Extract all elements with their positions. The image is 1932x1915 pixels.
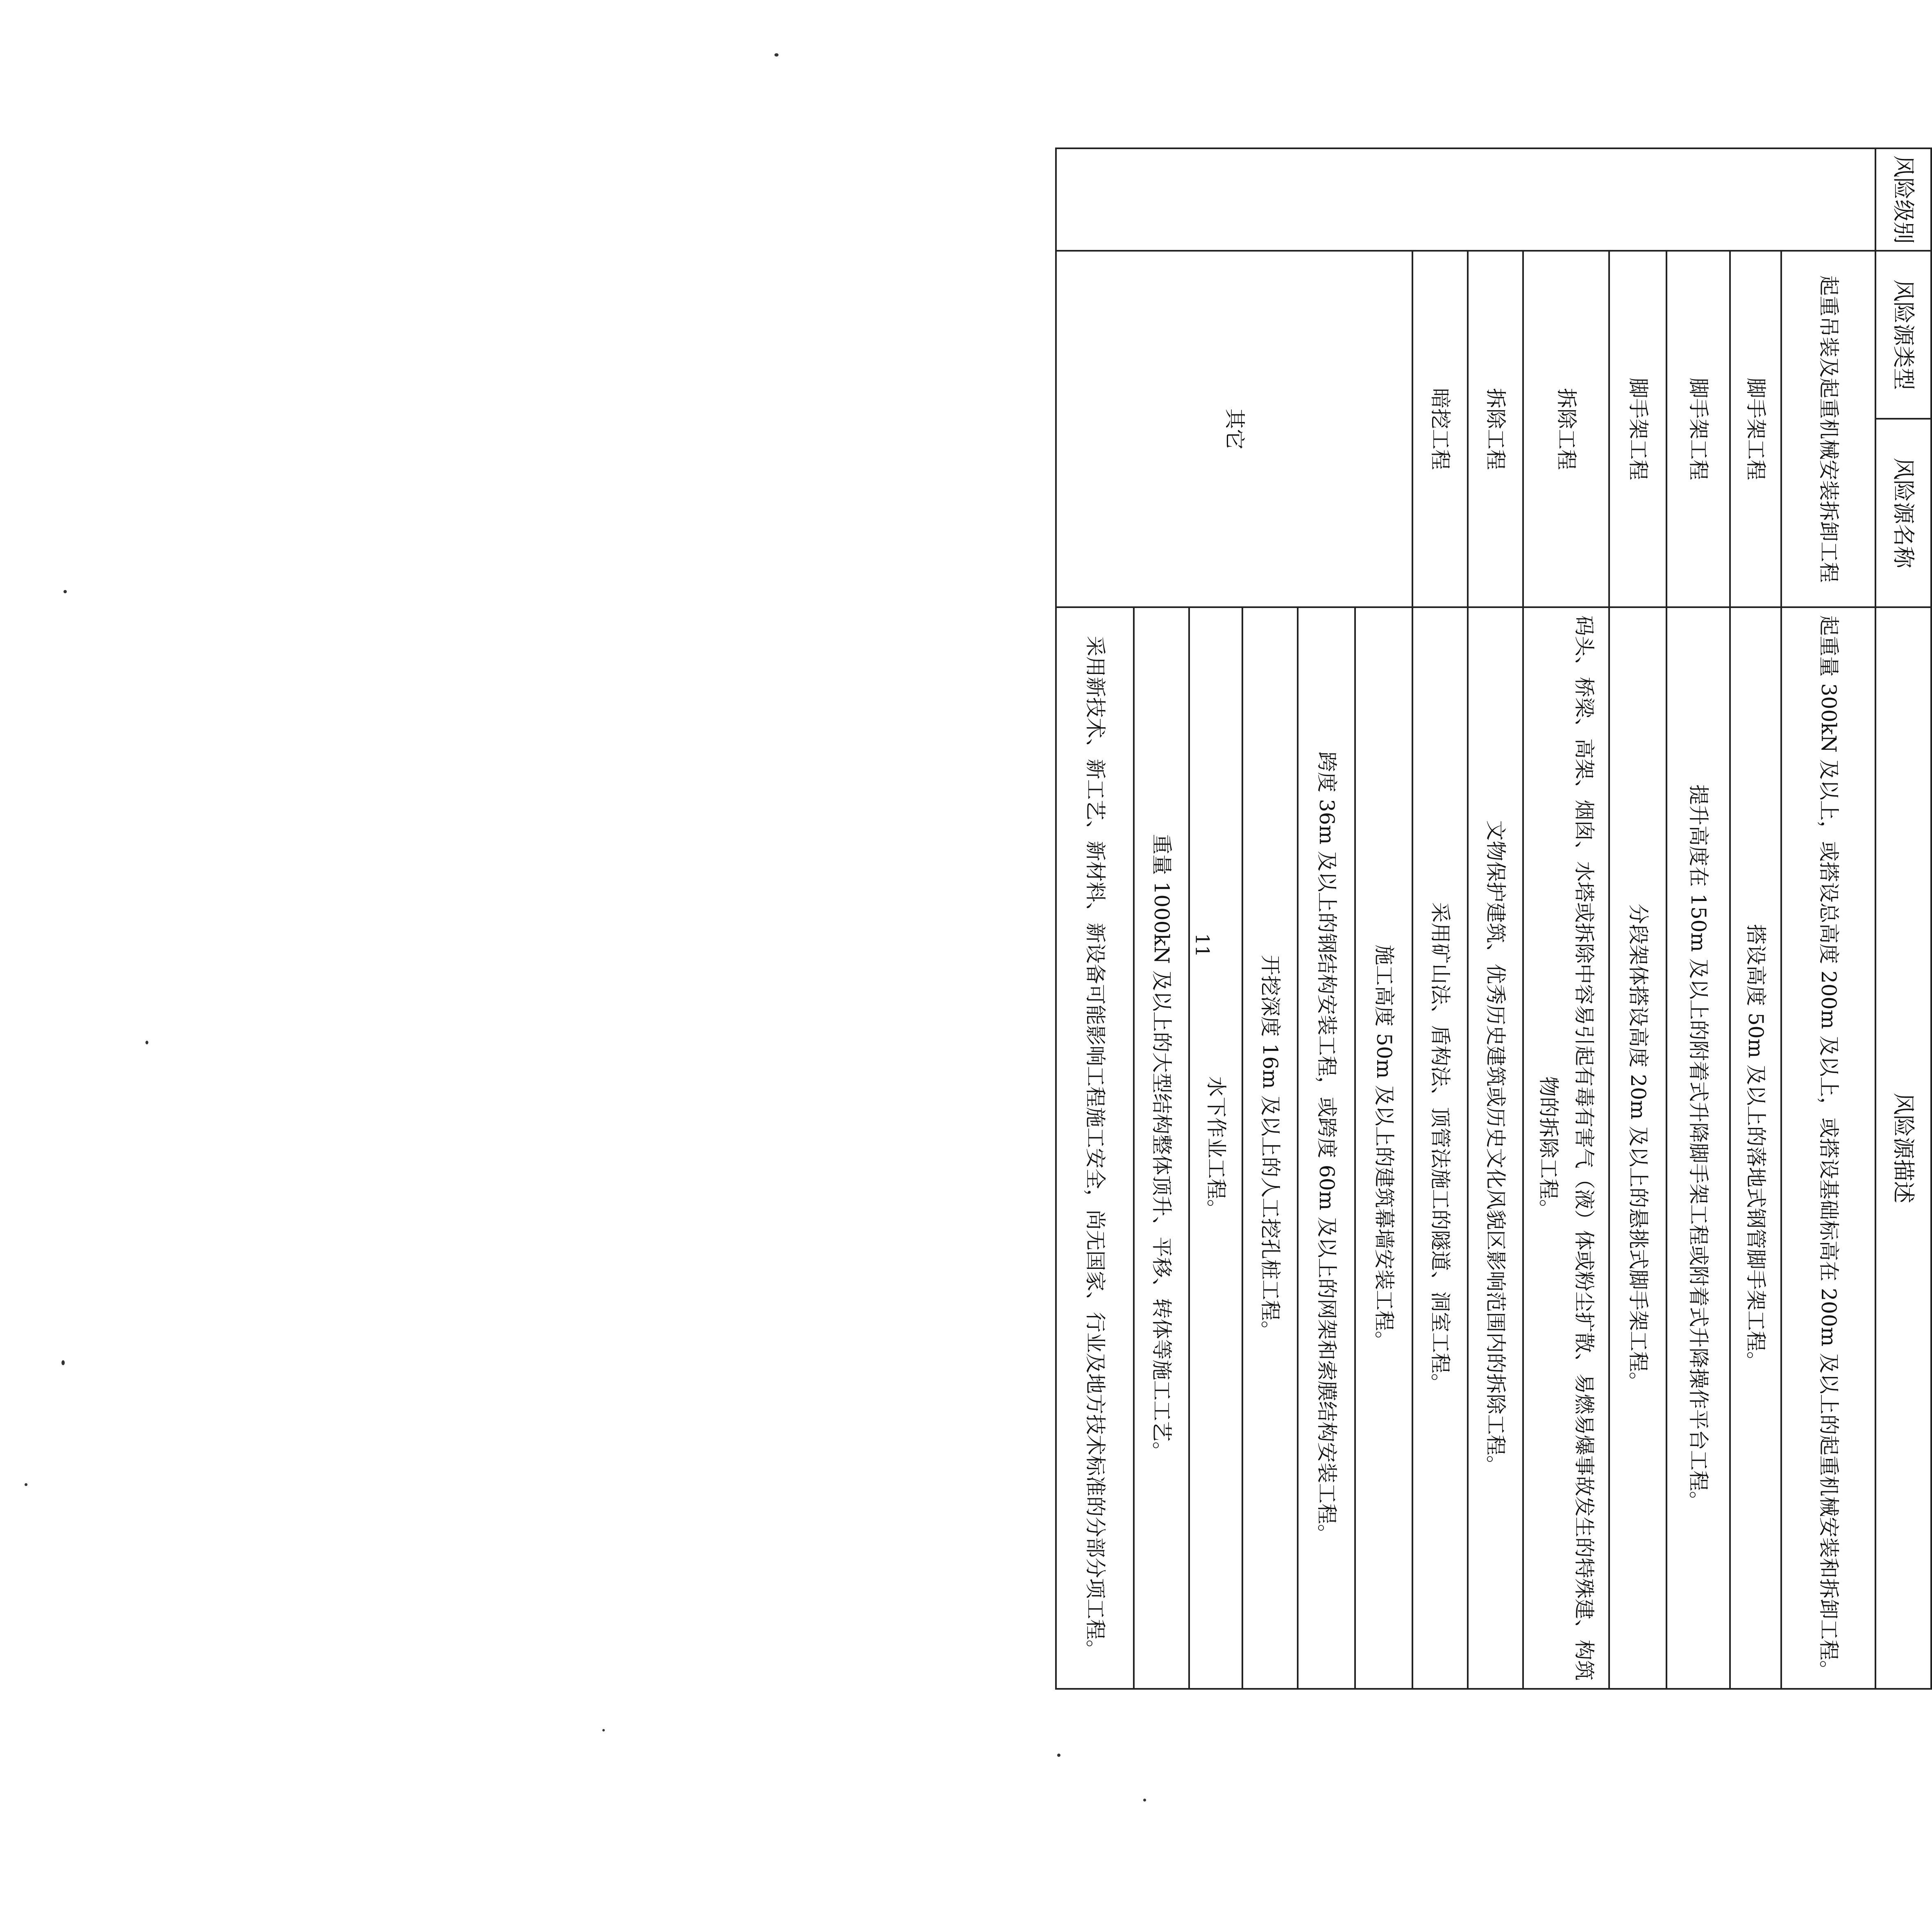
- risk-type-cell: 拆除工程: [1523, 251, 1609, 607]
- risk-level-cell: [1056, 148, 1875, 251]
- table-row: [1412, 148, 1468, 1689]
- risk-type-cell: 起重吊装及起重机械安装拆卸工程: [1781, 251, 1875, 607]
- risk-desc-cell: 施工高度 50m 及以上的建筑幕墙安装工程。: [1355, 607, 1412, 1689]
- table-header-row: [1875, 148, 1931, 1689]
- risk-desc-cell: 水下作业工程。: [1189, 607, 1242, 1689]
- table-row: [1468, 148, 1523, 1689]
- risk-type-cell: 暗挖工程: [1412, 251, 1468, 607]
- header-risk-type: 风险源类型: [1875, 251, 1931, 419]
- table-row: [1666, 148, 1730, 1689]
- risk-type-cell: 脚手架工程: [1730, 251, 1781, 607]
- header-risk-name: 风险源名称: [1875, 419, 1931, 607]
- risk-desc-cell: 分段架体搭设高度 20m 及以上的悬挑式脚手架工程。: [1609, 607, 1666, 1689]
- rotated-table-container: [1074, 147, 1932, 1688]
- risk-type-cell: 脚手架工程: [1666, 251, 1730, 607]
- risk-desc-cell: 采用矿山法、盾构法、顶管法施工的隧道、洞室工程。: [1412, 607, 1468, 1689]
- risk-desc-cell: 文物保护建筑、优秀历史建筑或历史文化风貌区影响范围内的拆除工程。: [1468, 607, 1523, 1689]
- risk-type-cell: 拆除工程: [1468, 251, 1523, 607]
- risk-desc-cell: 码头、桥梁、高架、烟囱、水塔或拆除中容易引起有毒有害气（液）体或粉尘扩散、易燃易爆事故发生的特殊建、构筑物的拆除工程。: [1523, 607, 1609, 1689]
- risk-desc-cell: 跨度 36m 及以上的钢结构安装工程，或跨度 60m 及以上的网架和索膜结构安装工程。: [1298, 607, 1355, 1689]
- table-row: [1730, 148, 1781, 1689]
- table-row: [1781, 148, 1875, 1689]
- risk-desc-cell: 起重量 300kN 及以上，或搭设总高度 200m 及以上，或搭设基础标高在 200m 及以上的起重机械安装和拆卸工程。: [1781, 607, 1875, 1689]
- risk-type-cell: 脚手架工程: [1609, 251, 1666, 607]
- table-row: [1609, 148, 1666, 1689]
- risk-source-table: [1055, 147, 1932, 1690]
- table-row: [1523, 148, 1609, 1689]
- header-risk-level: 风险级别: [1875, 148, 1931, 251]
- risk-desc-cell: 重量 1000kN 及以上的大型结构整体顶升、平移、转体等施工工艺。: [1134, 607, 1189, 1689]
- risk-desc-cell: 采用新技术、新工艺、新材料、新设备可能影响工程施工安全，尚无国家、行业及地方技术标准的分部分项工程。: [1056, 607, 1134, 1689]
- risk-type-cell: 其它: [1056, 251, 1412, 607]
- risk-desc-cell: 提升高度在 150m 及以上的附着式升降脚手架工程或附着式升降操作平台工程。: [1666, 607, 1730, 1689]
- page-number: 11: [1191, 933, 1214, 958]
- table-row: [1355, 148, 1412, 1689]
- header-risk-desc: 风险源描述: [1875, 607, 1931, 1689]
- risk-desc-cell: 开挖深度 16m 及以上的人工挖孔桩工程。: [1242, 607, 1298, 1689]
- risk-desc-cell: 搭设高度 50m 及以上的落地式钢管脚手架工程。: [1730, 607, 1781, 1689]
